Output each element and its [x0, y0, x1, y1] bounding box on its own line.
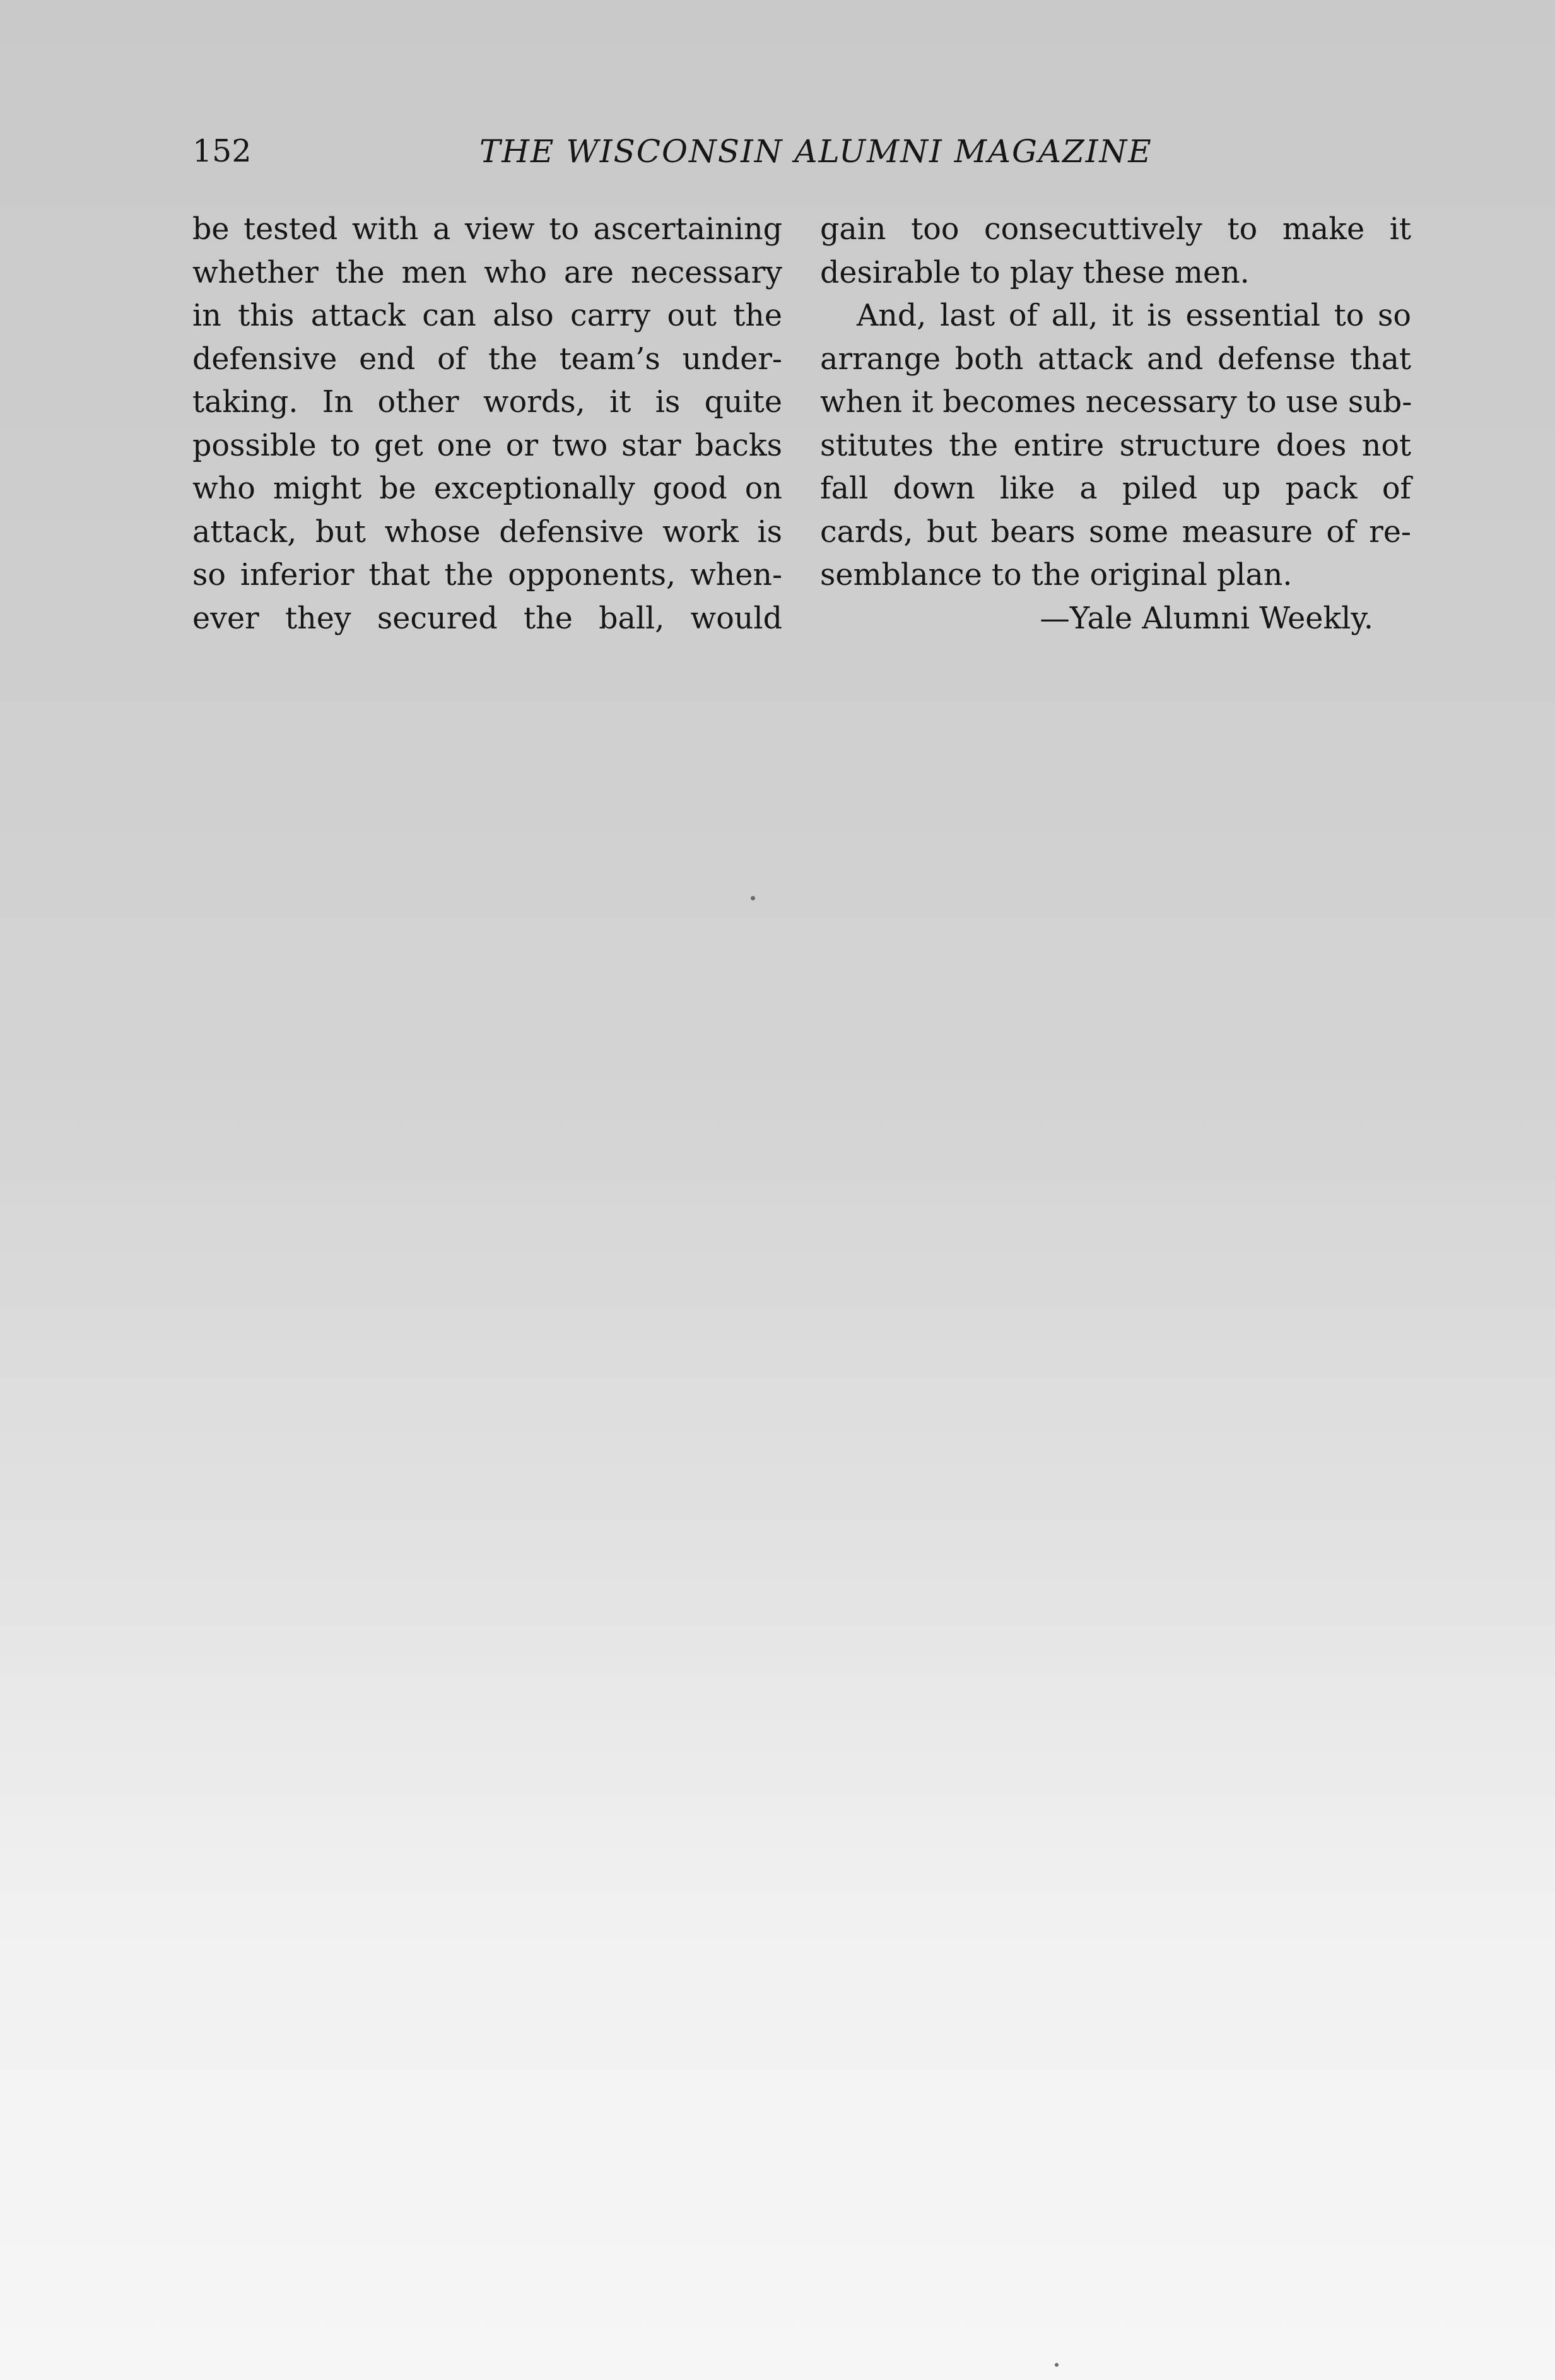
text-line: semblance to the original plan.: [820, 558, 1293, 592]
text-line: be tested with a view to ascertaining: [192, 212, 782, 247]
text-line: stitutes the entire structure does not: [820, 428, 1411, 463]
text-line: fall down like a piled up pack of: [820, 471, 1411, 506]
text-line: arrange both attack and defense that: [820, 341, 1411, 377]
text-line: gain too consecuttively to make it: [820, 212, 1411, 247]
text-line: taking. In other words, it is quite: [192, 385, 782, 420]
page-number: 152: [192, 133, 252, 169]
text-line: attack, but whose defensive work is: [192, 514, 782, 550]
text-line: so inferior that the opponents, when-: [192, 558, 782, 592]
left-column: [192, 208, 782, 640]
running-title: THE WISCONSIN ALUMNI MAGAZINE: [479, 133, 1153, 170]
page-header: [192, 129, 1189, 174]
text-line: possible to get one or two star backs: [192, 428, 782, 463]
paper-speck: [1055, 2363, 1059, 2367]
text-line: whether the men who are necessary: [192, 255, 782, 290]
text-line: defensive end of the team’s under-: [192, 341, 782, 377]
paper-speck: [751, 896, 755, 900]
text-line: when it becomes necessary to use sub-: [820, 385, 1412, 420]
text-line: cards, but bears some measure of re-: [820, 514, 1411, 550]
text-line: ever they secured the ball, would: [192, 601, 782, 636]
text-line: in this attack can also carry out the: [192, 298, 782, 333]
attribution: —Yale Alumni Weekly.: [1040, 601, 1373, 636]
right-column: [820, 208, 1411, 640]
text-line: who might be exceptionally good on: [192, 471, 782, 506]
text-line: And, last of all, it is essential to so: [857, 298, 1411, 333]
text-line: desirable to play these men.: [820, 255, 1250, 290]
